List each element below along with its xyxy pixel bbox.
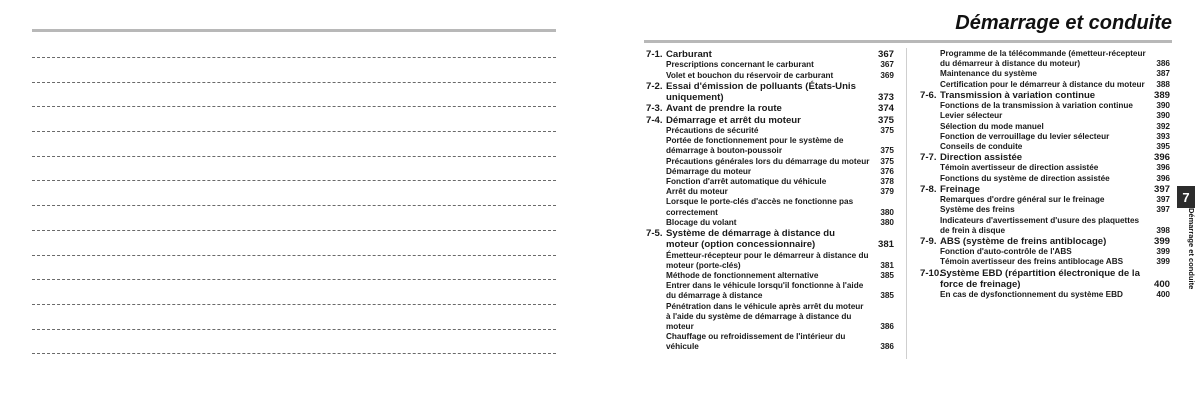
toc-entry[interactable] xyxy=(646,71,894,81)
toc-chapter-entry[interactable] xyxy=(920,152,1170,163)
toc-page-number: 380 xyxy=(880,207,894,217)
toc-page-number: 399 xyxy=(1153,235,1170,247)
toc-chapter-entry[interactable] xyxy=(646,228,894,251)
toc-chapter-entry[interactable] xyxy=(920,236,1170,247)
toc-column-1 xyxy=(646,49,894,353)
toc-entry-title: Volet et bouchon du réservoir de carburant xyxy=(666,70,834,80)
toc-page-number: 399 xyxy=(1156,247,1170,257)
toc-page-number: 396 xyxy=(1153,152,1170,164)
toc-entry-number: 7-5. xyxy=(646,227,663,239)
note-line xyxy=(32,329,556,330)
note-line xyxy=(32,279,556,280)
note-line xyxy=(32,82,556,83)
toc-entry[interactable] xyxy=(920,142,1170,152)
toc-page-number: 395 xyxy=(1156,141,1170,151)
toc-page-number: 390 xyxy=(1156,111,1170,121)
toc-entry-title: En cas de dysfonctionnement du système EBD xyxy=(940,290,1123,300)
note-line xyxy=(32,205,556,206)
note-line xyxy=(32,57,556,58)
toc-entry-title: Programme de la télécommande (émetteur-récepteur du démarreur à distance du moteur) xyxy=(940,49,1146,69)
toc-page-number: 381 xyxy=(880,260,894,270)
toc-entry-title: Maintenance du système xyxy=(940,69,1037,79)
toc-entry[interactable] xyxy=(920,290,1170,300)
toc-entry-title: Remarques d'ordre général sur le freinage xyxy=(940,195,1105,205)
toc-page-number: 367 xyxy=(880,60,894,70)
note-line xyxy=(32,255,556,256)
toc-page-number: 375 xyxy=(880,125,894,135)
toc-entry-title: Lorsque le porte-clés d'accès ne fonctionne pas correctement xyxy=(666,197,854,217)
toc-entry[interactable] xyxy=(920,195,1170,205)
toc-entry[interactable] xyxy=(646,126,894,136)
toc-page-number: 373 xyxy=(877,92,894,103)
toc-entry-title: Direction assistée xyxy=(940,152,1023,164)
toc-entry[interactable] xyxy=(646,251,894,271)
toc-page-number: 388 xyxy=(1156,79,1170,89)
toc-page-number: 387 xyxy=(1156,69,1170,79)
toc-entry-title: ABS (système de freins antiblocage) xyxy=(940,235,1107,247)
toc-entry[interactable] xyxy=(646,136,894,156)
toc-entry-title: Prescriptions concernant le carburant xyxy=(666,60,814,70)
toc-page-number: 375 xyxy=(877,114,894,126)
toc-page-number: 380 xyxy=(880,217,894,227)
toc-page-number: 374 xyxy=(877,103,894,115)
chapter-tab-label: Démarrage et conduite xyxy=(1187,208,1196,290)
toc-entry[interactable] xyxy=(920,205,1170,215)
toc-chapter-entry[interactable] xyxy=(646,81,894,104)
toc-entry-title: Pénétration dans le véhicule après arrêt du moteur à l'aide du système de démarrage à distance du moteur xyxy=(666,301,864,331)
toc-entry[interactable] xyxy=(646,281,894,301)
toc-entry[interactable] xyxy=(920,122,1170,132)
toc-entry[interactable] xyxy=(920,69,1170,79)
note-line xyxy=(32,156,556,157)
toc-page-number: 379 xyxy=(880,187,894,197)
column-divider xyxy=(906,48,907,359)
toc-page-number: 397 xyxy=(1156,205,1170,215)
toc-page-number: 378 xyxy=(880,176,894,186)
toc-page-number: 396 xyxy=(1156,163,1170,173)
toc-chapter-entry[interactable] xyxy=(646,115,894,126)
toc-entry-title: Fonctions du système de direction assistée xyxy=(940,173,1110,183)
toc-entry[interactable] xyxy=(920,257,1170,267)
toc-entry[interactable] xyxy=(646,302,894,333)
toc-page-number: 399 xyxy=(1156,257,1170,267)
toc-entry-title: Précautions générales lors du démarrage du moteur xyxy=(666,156,870,166)
toc-entry[interactable] xyxy=(920,132,1170,142)
note-line xyxy=(32,353,556,354)
toc-page-number: 396 xyxy=(1156,173,1170,183)
toc-entry-title: Freinage xyxy=(940,183,980,195)
toc-entry[interactable] xyxy=(646,60,894,70)
toc-entry-title: Portée de fonctionnement pour le système de démarrage à bouton-poussoir xyxy=(666,136,844,156)
note-line xyxy=(32,131,556,132)
toc-entry-title: Levier sélecteur xyxy=(940,111,1003,121)
toc-entry-title: Essai d'émission de polluants (États-Unis uniquement) xyxy=(666,80,856,103)
right-page-top-rule xyxy=(644,40,1172,43)
toc-page-number: 397 xyxy=(1156,195,1170,205)
note-line xyxy=(32,230,556,231)
notes-lines xyxy=(32,57,556,378)
toc-entry-title: Fonctions de la transmission à variation continue xyxy=(940,101,1133,111)
toc-page-number: 392 xyxy=(1156,121,1170,131)
toc-entry-title: Démarrage et arrêt du moteur xyxy=(666,114,801,126)
toc-entry-number: 7-3. xyxy=(646,103,663,115)
toc-entry-title: Carburant xyxy=(666,49,712,60)
toc-entry[interactable] xyxy=(646,187,894,197)
toc-entry-number: 7-9. xyxy=(920,235,937,247)
toc-page-number: 375 xyxy=(880,156,894,166)
toc-entry[interactable] xyxy=(920,174,1170,184)
toc-page-number: 367 xyxy=(877,49,894,60)
toc-entry-title: Fonction d'auto-contrôle de l'ABS xyxy=(940,247,1072,257)
toc-page-number: 369 xyxy=(880,70,894,80)
toc-entry[interactable] xyxy=(920,216,1170,236)
toc-entry-title: Certification pour le démarreur à distance du moteur xyxy=(940,79,1145,89)
toc-entry[interactable] xyxy=(646,332,894,352)
toc-entry[interactable] xyxy=(646,177,894,187)
toc-entry-title: Entrer dans le véhicule lorsqu'il fonctionne à l'aide du démarrage à distance xyxy=(666,281,864,301)
toc-entry-number: 7-1. xyxy=(646,49,663,60)
toc-entry-title: Transmission à variation continue xyxy=(940,89,1096,101)
toc-page-number: 376 xyxy=(880,166,894,176)
toc-chapter-entry[interactable] xyxy=(920,90,1170,101)
toc-entry-title: Indicateurs d'avertissement d'usure des plaquettes de frein à disque xyxy=(940,215,1140,235)
toc-page-number: 386 xyxy=(1156,59,1170,69)
toc-page-number: 390 xyxy=(1156,101,1170,111)
toc-page-number: 386 xyxy=(880,321,894,331)
chapter-tab-number: 7 xyxy=(1177,186,1195,208)
toc-entry-title: Système EBD (répartition électronique de la force de freinage) xyxy=(940,267,1140,290)
toc-entry-title: Blocage du volant xyxy=(666,217,737,227)
toc-entry-number: 7-2. xyxy=(646,80,663,92)
toc-entry-title: Démarrage du moteur xyxy=(666,166,752,176)
toc-entry-number: 7-6. xyxy=(920,89,937,101)
toc-page-number: 393 xyxy=(1156,131,1170,141)
toc-entry[interactable] xyxy=(920,111,1170,121)
toc-entry[interactable] xyxy=(920,80,1170,90)
toc-entry[interactable] xyxy=(646,157,894,167)
toc-entry-title: Avant de prendre la route xyxy=(666,103,782,115)
toc-page-number: 389 xyxy=(1153,89,1170,101)
toc-entry-title: Chauffage ou refroidissement de l'intérieur du véhicule xyxy=(666,332,846,352)
toc-entry-title: Témoin avertisseur de direction assistée xyxy=(940,163,1099,173)
note-line xyxy=(32,180,556,181)
toc-page-number: 400 xyxy=(1156,290,1170,300)
note-line xyxy=(32,106,556,107)
toc-entry-title: Émetteur-récepteur pour le démarreur à distance du moteur (porte-clés) xyxy=(666,250,869,270)
toc-entry-title: Système de démarrage à distance du moteur (option concessionnaire) xyxy=(666,227,836,251)
toc-entry[interactable] xyxy=(646,167,894,177)
toc-entry-title: Méthode de fonctionnement alternative xyxy=(666,270,819,280)
toc-page-number: 381 xyxy=(877,239,894,251)
toc-entry[interactable] xyxy=(920,163,1170,173)
toc-entry-title: Témoin avertisseur des freins antiblocage ABS xyxy=(940,257,1124,267)
toc-entry-number: 7-8. xyxy=(920,183,937,195)
toc-page-number: 400 xyxy=(1153,278,1170,290)
toc-page-number: 386 xyxy=(880,342,894,352)
toc-entry[interactable] xyxy=(920,247,1170,257)
toc-column-2 xyxy=(920,49,1170,300)
left-page-top-rule xyxy=(32,29,556,32)
toc-entry-title: Conseils de conduite xyxy=(940,141,1023,151)
toc-page-number: 375 xyxy=(880,146,894,156)
toc-entry-title: Sélection du mode manuel xyxy=(940,121,1044,131)
note-line xyxy=(32,304,556,305)
toc-entry-title: Précautions de sécurité xyxy=(666,125,759,135)
section-title: Démarrage et conduite xyxy=(955,12,1172,34)
toc-chapter-entry[interactable] xyxy=(920,268,1170,291)
toc-entry[interactable] xyxy=(646,218,894,228)
toc-chapter-entry[interactable] xyxy=(646,49,894,60)
toc-entry[interactable] xyxy=(920,49,1170,69)
toc-chapter-entry[interactable] xyxy=(920,184,1170,195)
toc-entry-number: 7-7. xyxy=(920,152,937,164)
toc-entry-title: Système des freins xyxy=(940,205,1015,215)
toc-entry[interactable] xyxy=(920,101,1170,111)
toc-page-number: 385 xyxy=(880,270,894,280)
toc-entry-number: 7-4. xyxy=(646,114,663,126)
toc-entry-number: 7-10. xyxy=(920,267,942,279)
toc-chapter-entry[interactable] xyxy=(646,103,894,114)
toc-page-number: 397 xyxy=(1153,183,1170,195)
toc-entry-title: Fonction d'arrêt automatique du véhicule xyxy=(666,176,827,186)
toc-page-number: 385 xyxy=(880,291,894,301)
toc-entry-title: Arrêt du moteur xyxy=(666,187,728,197)
toc-entry[interactable] xyxy=(646,271,894,281)
toc-entry-title: Fonction de verrouillage du levier sélecteur xyxy=(940,131,1110,141)
toc-entry[interactable] xyxy=(646,197,894,217)
toc-page-number: 398 xyxy=(1156,225,1170,235)
